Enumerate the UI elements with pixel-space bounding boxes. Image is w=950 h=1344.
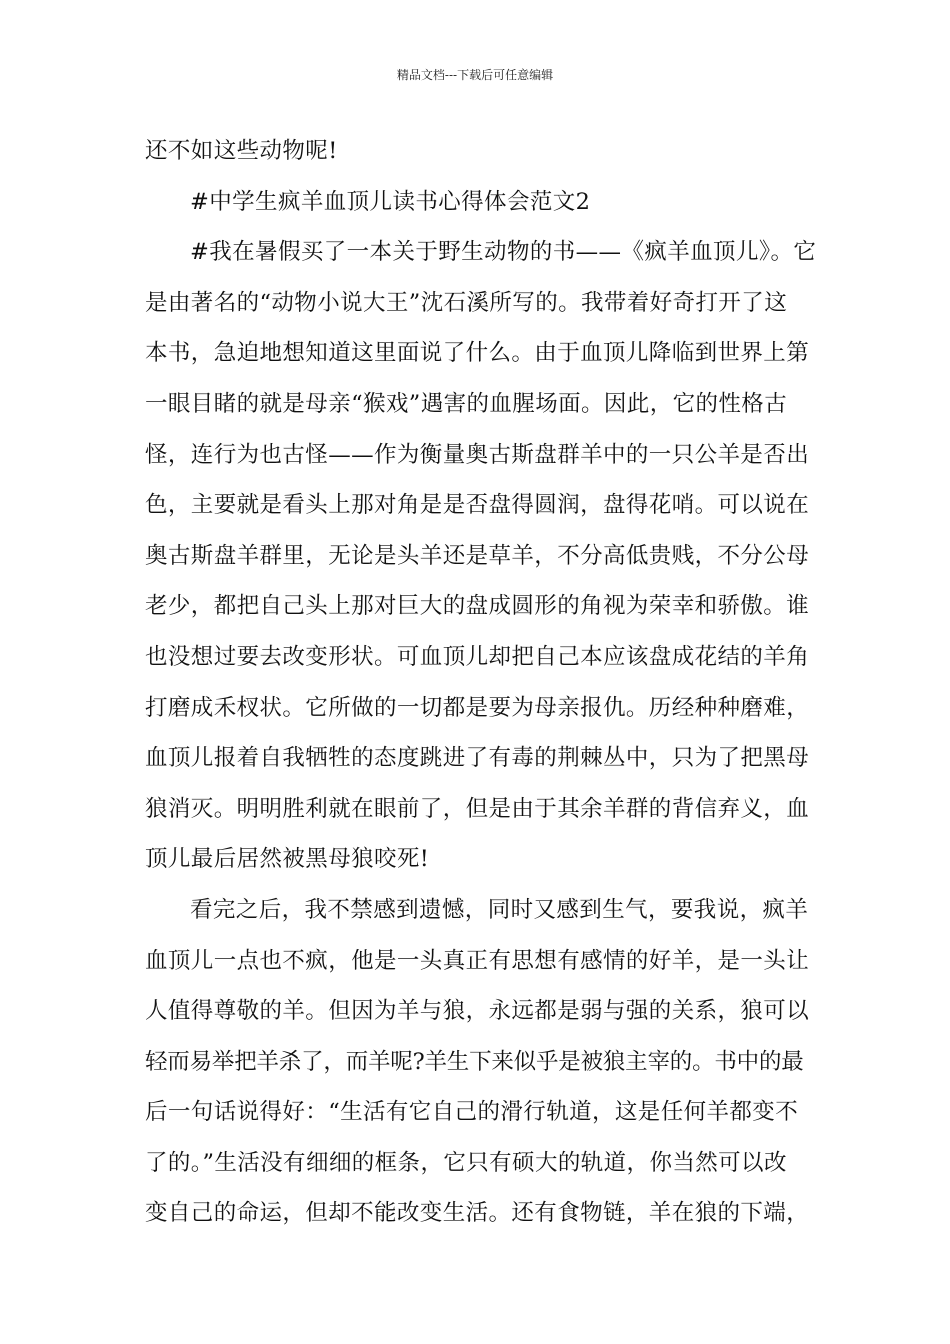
text-line: 后一句话说得好：“生活有它自己的滑行轨道，这是任何羊都变不 [145, 1099, 799, 1126]
text-line: 人值得尊敬的羊。但因为羊与狼，永远都是弱与强的关系，狼可以 [145, 998, 810, 1025]
text-line: 老少，都把自己头上那对巨大的盘成圆形的角视为荣幸和骄傲。谁 [145, 593, 810, 620]
text-line: 轻而易举把羊杀了，而羊呢?羊生下来似乎是被狼主宰的。书中的最 [145, 1048, 804, 1075]
text-line: #我在暑假买了一本关于野生动物的书——《疯羊血顶儿》。它 [190, 239, 817, 266]
text-line: 血顶儿一点也不疯，他是一头真正有思想有感情的好羊，是一头让 [145, 947, 810, 974]
page-header: 精品文档---下载后可任意编辑 [396, 68, 554, 82]
text-line: 色，主要就是看头上那对角是是否盘得圆润，盘得花哨。可以说在 [145, 492, 810, 519]
document-body [145, 130, 817, 1243]
text-line: 怪，连行为也古怪——作为衡量奥古斯盘群羊中的一只公羊是否出 [145, 441, 810, 468]
text-line: 是由著名的“动物小说大王”沈石溪所写的。我带着好奇打开了这 [145, 289, 788, 316]
text-line: 奥古斯盘羊群里，无论是头羊还是草羊，不分高低贵贱，不分公母 [145, 542, 810, 569]
text-line: 血顶儿报着自我牺牲的态度跳进了有毒的荆棘丛中，只为了把黑母 [145, 745, 810, 772]
section-heading: #中学生疯羊血顶儿读书心得体会范文2 [190, 188, 591, 215]
text-line: 还不如这些动物呢! [145, 138, 338, 164]
text-line: 看完之后，我不禁感到遗憾，同时又感到生气，要我说，疯羊 [190, 896, 809, 923]
text-line: 本书，急迫地想知道这里面说了什么。由于血顶儿降临到世界上第 [145, 340, 810, 367]
text-line: 狼消灭。明明胜利就在眼前了，但是由于其余羊群的背信弃义，血 [145, 795, 810, 822]
text-line: 也没想过要去改变形状。可血顶儿却把自己本应该盘成花结的羊角 [145, 643, 810, 670]
text-line: 顶儿最后居然被黑母狼咬死! [145, 846, 430, 873]
text-line: 打磨成禾杈状。它所做的一切都是要为母亲报仇。历经种种磨难， [145, 694, 810, 721]
text-line: 变自己的命运，但却不能改变生活。还有食物链，羊在狼的下端， [145, 1200, 810, 1227]
text-line: 一眼目睹的就是母亲“猴戏”遇害的血腥场面。因此，它的性格古 [145, 390, 788, 417]
text-line: 了的。”生活没有细细的框条，它只有硕大的轨道，你当然可以改 [145, 1149, 787, 1176]
